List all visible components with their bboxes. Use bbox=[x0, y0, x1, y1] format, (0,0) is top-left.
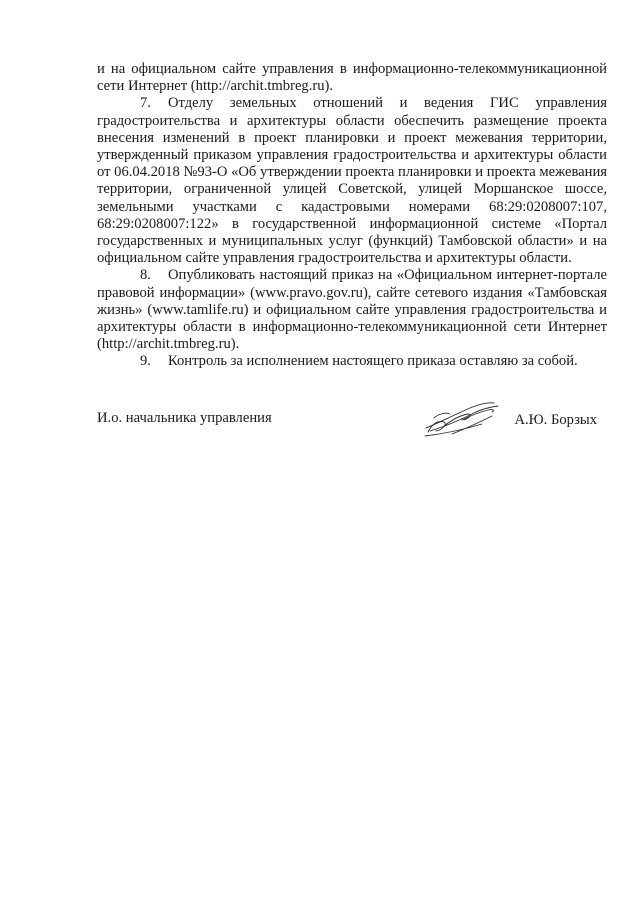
item-text: Отделу земельных отношений и ведения ГИС управления градостроительства и архитектуры области обеспечить размещение проекта внесения изменений в проект планировки и проект межевания территории, утвержденный приказом управления градостроительства и архитектуры области от 06.04.2018 №93-О «Об утверждении проекта планировки и проекта межевания территории, ограниченной улицей Советской, улицей Моршанское шоссе, земельными участками с кадастровыми номерами 68:29:0208007:107, 68:29:0208007:122» в государственной информационной системе «Портал государственных и муниципальных услуг (функций) Тамбовской области» и на официальном сайте управления градостроительства и архитектуры области. bbox=[97, 95, 607, 267]
document-body bbox=[97, 61, 607, 371]
item-text: Контроль за исполнением настоящего приказа оставляю за собой. bbox=[168, 353, 578, 370]
signatory-name: А.Ю. Борзых bbox=[514, 412, 597, 428]
item-number: 8. bbox=[140, 267, 151, 284]
item-number: 7. bbox=[140, 95, 151, 112]
signature-block bbox=[97, 408, 607, 448]
item-text: Опубликовать настоящий приказ на «Официальном интернет-портале правовой информации» (www.pravo.gov.ru), сайте сетевого издания «Тамбовская жизнь» (www.tamlife.ru) и официальном сайте управления градостроительства и архитектуры области в информационно-телекоммуникационной сети Интернет (http://archit.tmbreg.ru). bbox=[97, 267, 607, 353]
handwritten-signature-icon bbox=[422, 398, 502, 440]
intro-paragraph: и на официальном сайте управления в информационно-телекоммуникационной сети Интернет (http://archit.tmbreg.ru). bbox=[97, 61, 607, 95]
list-item-9 bbox=[97, 353, 607, 370]
list-item-8 bbox=[97, 267, 607, 353]
list-item-7 bbox=[97, 95, 607, 267]
signatory-position: И.о. начальника управления bbox=[97, 410, 272, 426]
item-number: 9. bbox=[140, 353, 151, 370]
